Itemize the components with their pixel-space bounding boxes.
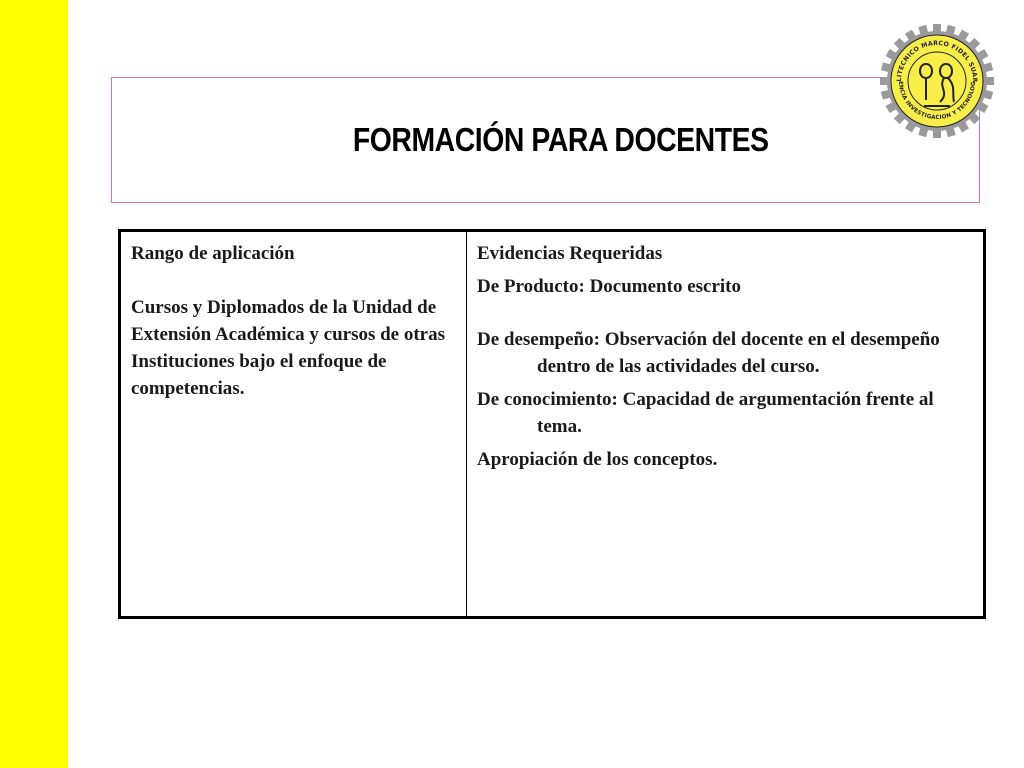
gear-seal-logo-icon <box>878 22 996 140</box>
title-box <box>111 77 980 203</box>
evidence-item-knowledge: De conocimiento: Capacidad de argumentación frente al tema. <box>477 389 934 437</box>
range-body: Cursos y Diplomados de la Unidad de Extensión Académica y cursos de otras Instituciones bajo el enfoque de competencias. <box>131 297 446 399</box>
evidence-item-performance: De desempeño: Observación del docente en el desempeño dentro de las actividades del curso. <box>477 329 940 377</box>
evidence-heading: Evidencias Requeridas <box>477 243 663 264</box>
yellow-side-bar <box>0 0 68 768</box>
range-heading: Rango de aplicación <box>131 243 295 264</box>
evidence-item-product: De Producto: Documento escrito <box>477 276 741 297</box>
logo-top-text: LITECNICO MARCO FIDEL SUAR <box>895 39 979 83</box>
table-cell-evidence <box>467 232 983 616</box>
content-table <box>118 229 986 619</box>
logo-bottom-text: ENCIA INVESTIGACION Y TECNOLOG <box>896 80 978 122</box>
table-cell-range <box>121 232 467 616</box>
evidence-item-concepts: Apropiación de los conceptos. <box>477 449 718 470</box>
slide-title: FORMACIÓN PARA DOCENTES <box>352 121 769 158</box>
